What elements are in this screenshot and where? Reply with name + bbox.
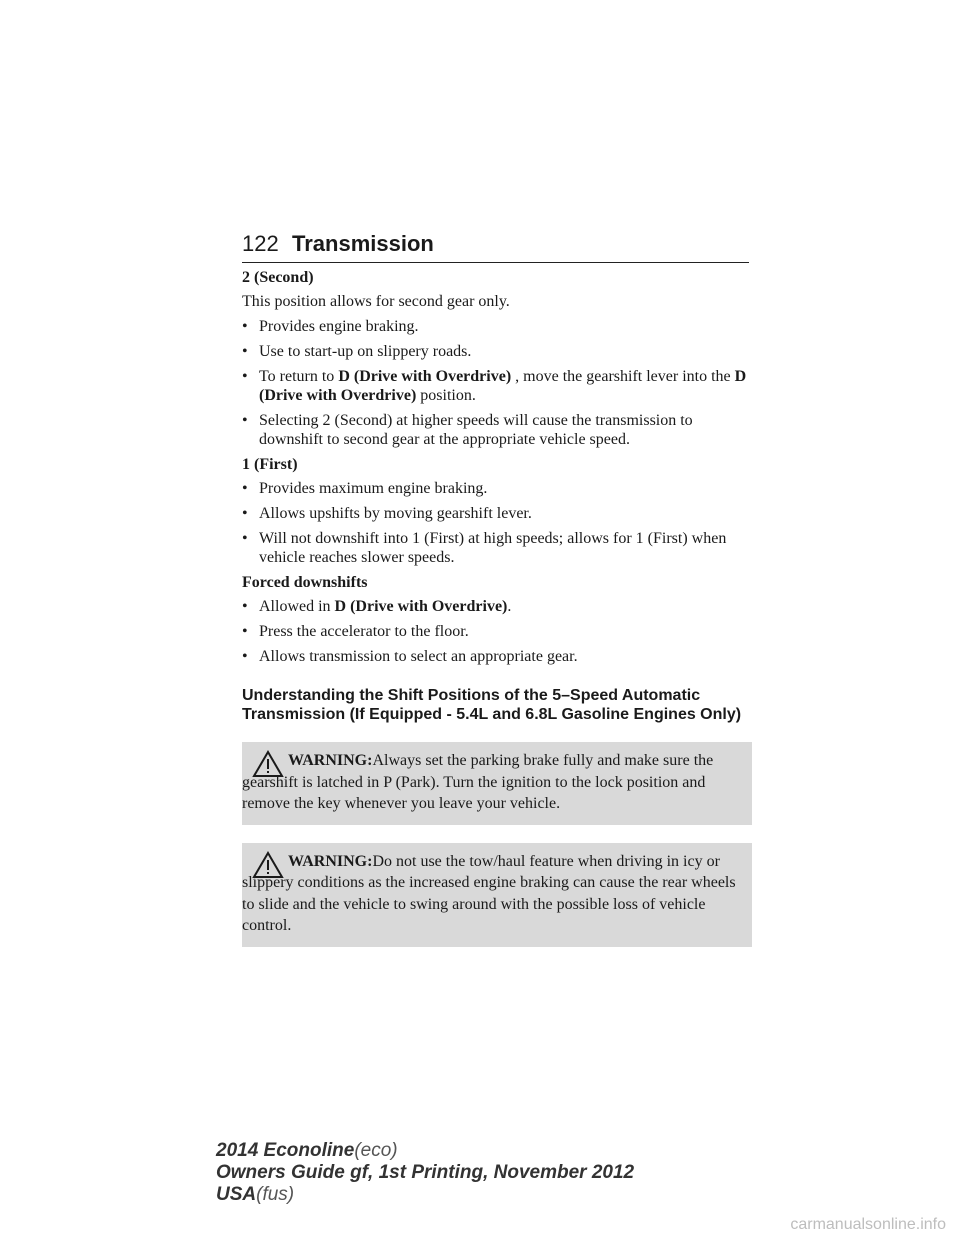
section-title: Transmission: [292, 231, 434, 256]
page-footer: [216, 1140, 634, 1206]
list-item: • Selecting 2 (Second) at higher speeds will cause the transmission to downshift to second gear at the appropriate vehicle speed.: [242, 412, 693, 448]
list-item: • Allowed in D (Drive with Overdrive).: [242, 598, 512, 615]
warning-triangle-icon: [252, 750, 284, 778]
watermark: carmanualsonline.info: [790, 1216, 946, 1233]
subheading-first: 1 (First): [242, 456, 298, 473]
bullet-icon: •: [242, 623, 248, 640]
list-item: • Use to start-up on slippery roads.: [242, 343, 472, 360]
warning-text: WARNING:Do not use the tow/haul feature when driving in icy or slippery conditions as the increased engine braking can cause the rear wheels to slide and the vehicle to swing around with the possible loss of vehicle control.: [242, 852, 736, 934]
list-item: • Provides maximum engine braking.: [242, 480, 488, 497]
list-item: • Allows transmission to select an appropriate gear.: [242, 648, 578, 665]
bullet-icon: •: [242, 598, 248, 615]
subheading-second: 2 (Second): [242, 269, 314, 286]
warning-text: WARNING:Always set the parking brake fully and make sure the gearshift is latched in P (Park). Turn the ignition to the lock position and remove the key whenever you leave your vehicle.: [242, 752, 714, 812]
warning-box: [242, 843, 752, 947]
section-heading: Understanding the Shift Positions of the 5–Speed Automatic Transmission (If Equipped - 5.4L and 6.8L Gasoline Engines Only): [242, 687, 742, 723]
warning-triangle-icon: [252, 851, 284, 879]
list-item: • Will not downshift into 1 (First) at high speeds; allows for 1 (First) when vehicle reaches slower speeds.: [242, 530, 727, 566]
page-header: [242, 230, 749, 263]
warning-box: [242, 742, 752, 825]
bullet-icon: •: [242, 480, 248, 497]
bullet-icon: •: [242, 343, 248, 360]
bullet-icon: •: [242, 412, 248, 429]
page-number: 122: [242, 231, 279, 256]
bullet-list-forced: [242, 597, 752, 666]
page-content: [242, 268, 752, 965]
list-item: • Allows upshifts by moving gearshift lever.: [242, 505, 532, 522]
footer-line-market: USA(fus): [216, 1184, 295, 1205]
bullet-icon: •: [242, 530, 248, 547]
bullet-icon: •: [242, 368, 248, 385]
bullet-list-first: [242, 479, 752, 567]
warning-label: WARNING:: [288, 852, 373, 870]
list-item: • To return to D (Drive with Overdrive) , move the gearshift lever into the D (Drive with Overdrive) position.: [242, 368, 747, 404]
footer-line-model: 2014 Econoline(eco): [216, 1140, 398, 1161]
footer-line-printing: Owners Guide gf, 1st Printing, November 2012: [216, 1162, 635, 1183]
list-item: • Provides engine braking.: [242, 318, 419, 335]
warning-label: WARNING:: [288, 752, 373, 769]
subheading-forced-downshifts: Forced downshifts: [242, 574, 368, 591]
bullet-icon: •: [242, 648, 248, 665]
bullet-icon: •: [242, 318, 248, 335]
bullet-icon: •: [242, 505, 248, 522]
bullet-list-second: [242, 317, 752, 449]
list-item: • Press the accelerator to the floor.: [242, 623, 469, 640]
paragraph-second-intro: This position allows for second gear only.: [242, 293, 510, 310]
